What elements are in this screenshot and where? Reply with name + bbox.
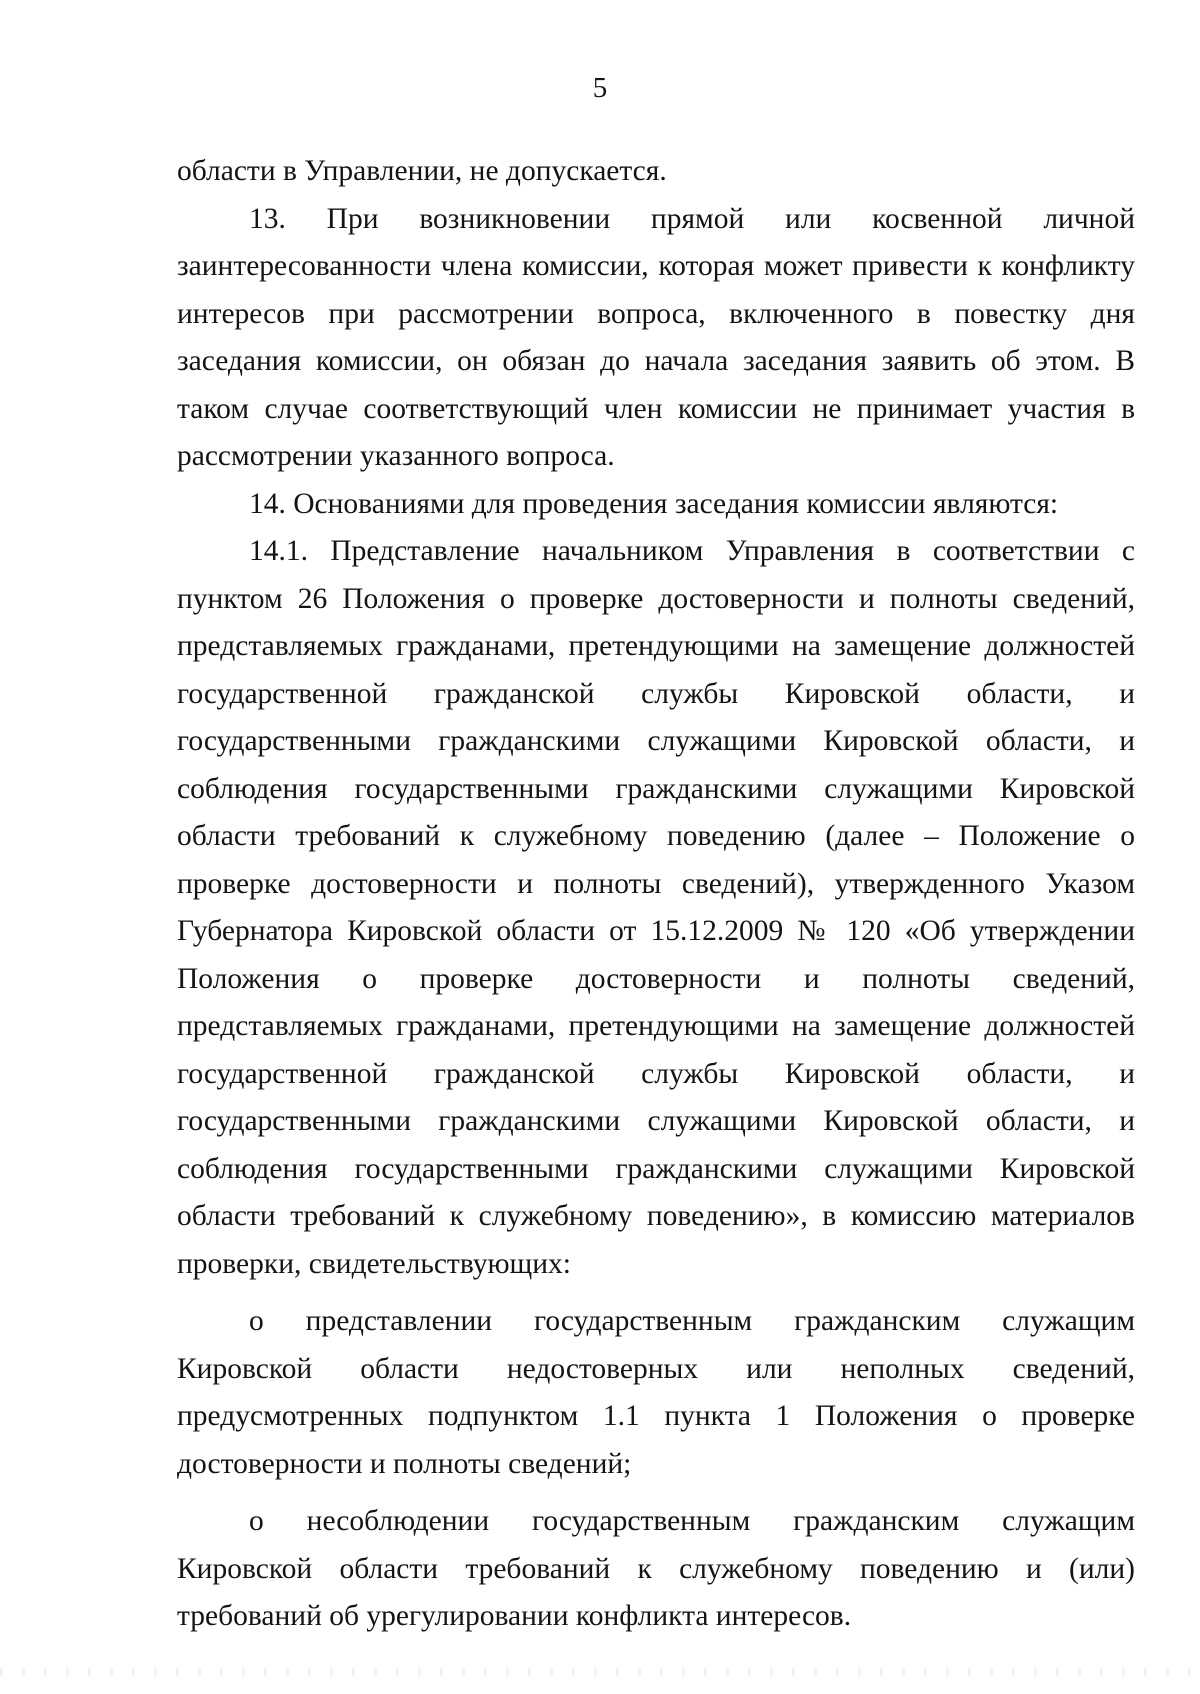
paragraph-continuation: области в Управлении, не допускается. — [177, 155, 667, 187]
paragraph-item-13: 13. При возникновении прямой или косвенной личной заинтересованности члена комиссии, которая может привести к конфликту интересов при рассмотрении вопроса, включенного в повестку дня заседания комиссии, он обязан до начала заседания заявить об этом. В таком случае соответствующий член комиссии не принимает участия в рассмотрении указанного вопроса. — [177, 202, 1135, 472]
paragraph-subitem-noncompliance: о несоблюдении государственным гражданским служащим Кировской области требований к служебному поведению и (или) требований об урегулировании конфликта интересов. — [177, 1505, 1135, 1632]
paragraph-item-14-1: 14.1. Представление начальником Управления в соответствии с пунктом 26 Положения о проверке достоверности и полноты сведений, представляемых гражданами, претендующими на замещение должностей государственной гражданской службы Кировской области, и государственными гражданскими служащими Кировской области, и соблюдения государственными гражданскими служащими Кировской области требований к служебному поведению (далее – Положение о проверке достоверности и полноты сведений), утвержденного Указом Губернатора Кировской области от 15.12.2009 № 120 «Об утверждении Положения о проверке достоверности и полноты сведений, представляемых гражданами, претендующими на замещение должностей государственной гражданской службы Кировской области, и государственными гражданскими служащими Кировской области, и соблюдения государственными гражданскими служащими Кировской области требований к служебному поведению», в комиссию материалов проверки, свидетельствующих: — [177, 535, 1135, 1280]
document-body — [177, 148, 1135, 1641]
page-number: 5 — [592, 72, 608, 104]
scan-edge-noise — [0, 1668, 1200, 1676]
paragraph-item-14: 14. Основаниями для проведения заседания комиссии являются: — [249, 487, 1059, 520]
paragraph-subitem-false-info: о представлении государственным гражданским служащим Кировской области недостоверных или неполных сведений, предусмотренных подпунктом 1.1 пункта 1 Положения о проверке достоверности и полноты сведений; — [177, 1305, 1135, 1480]
